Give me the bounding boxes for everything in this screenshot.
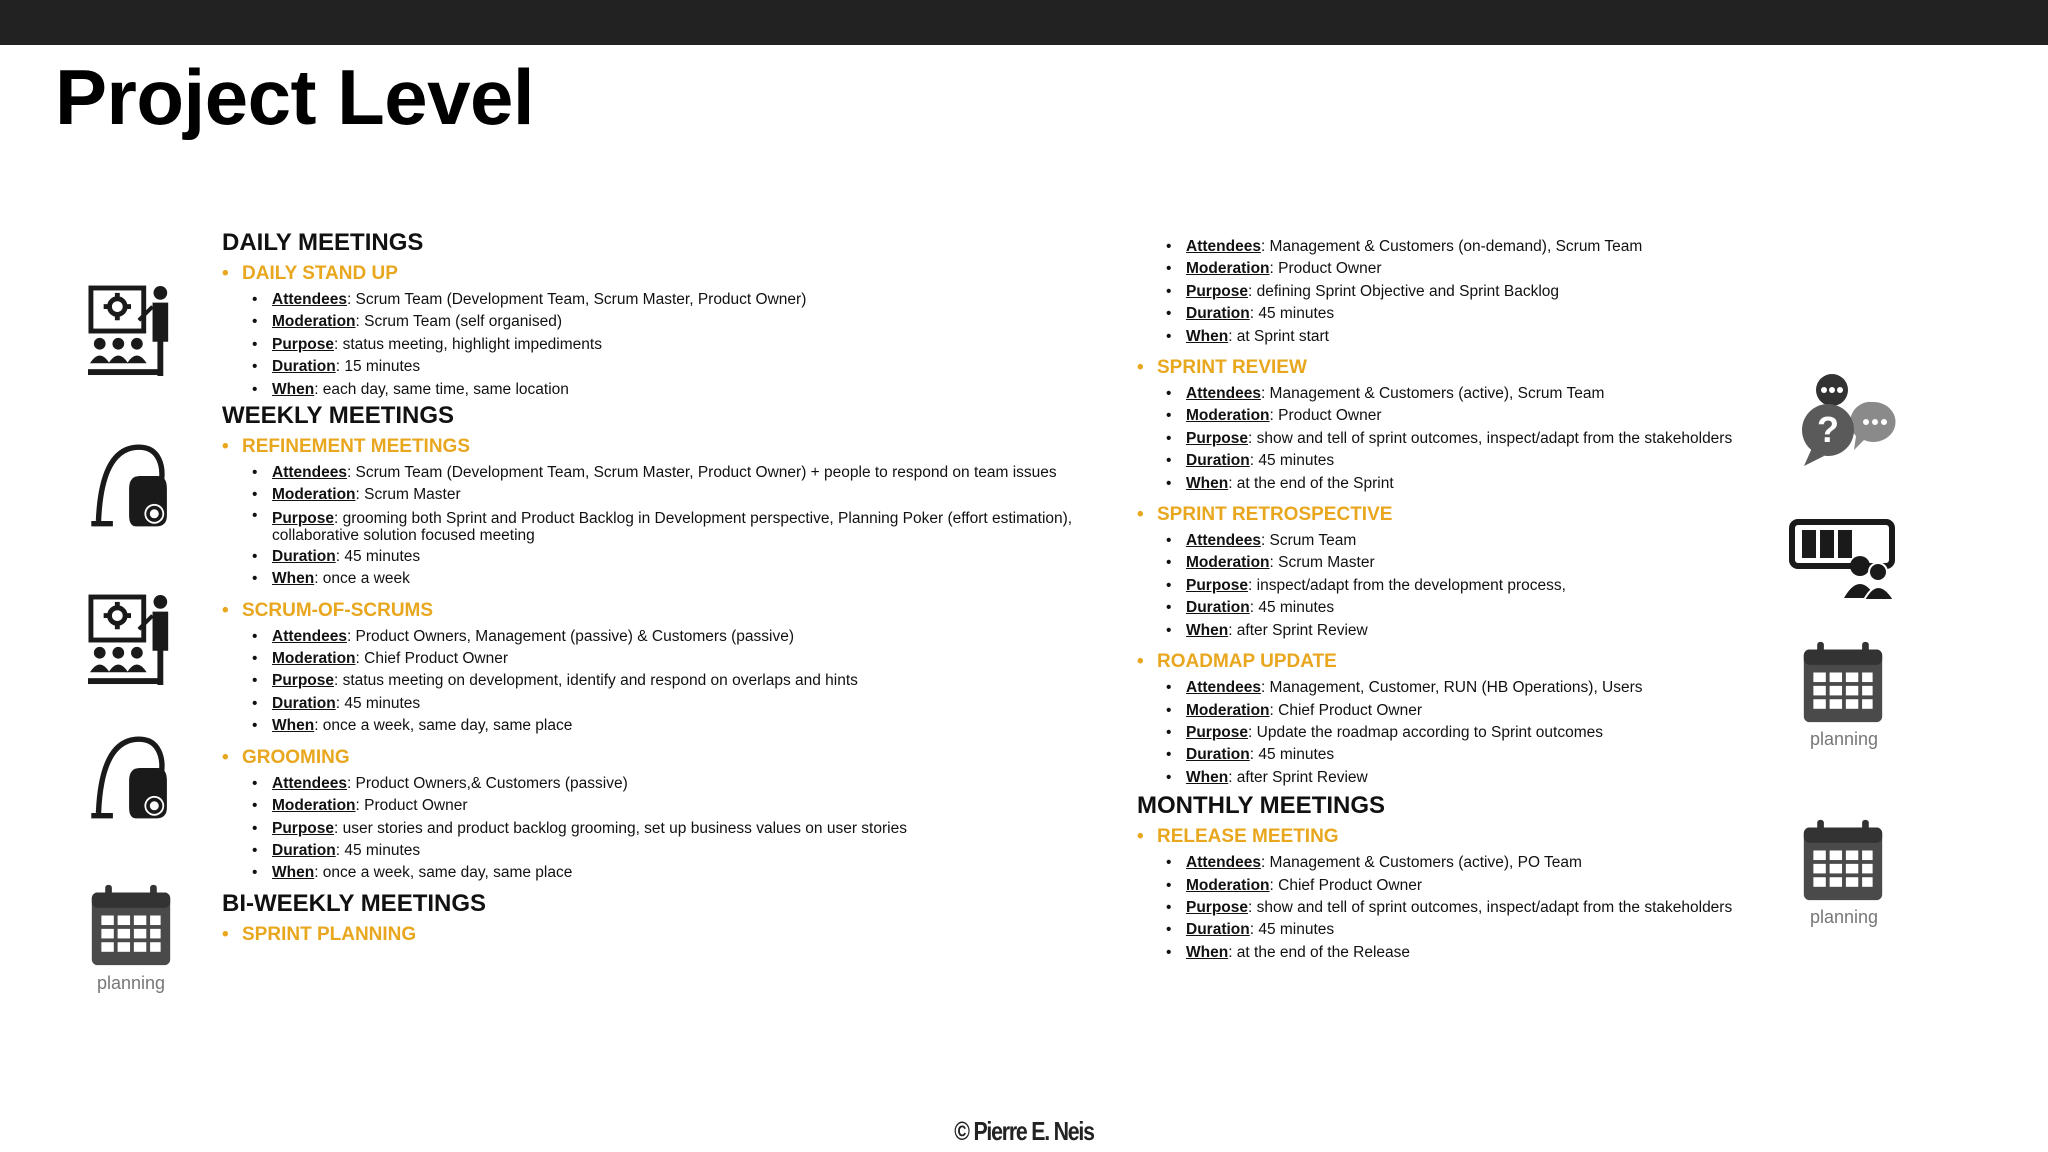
meeting-details	[222, 462, 1102, 591]
meeting-details	[1137, 677, 1797, 789]
detail-moderation: • Moderation: Scrum Team (self organised)	[272, 311, 1102, 333]
team-board-icon	[1788, 518, 1898, 600]
calendar-icon	[1800, 818, 1886, 904]
detail-when: • When: at the end of the Release	[1186, 942, 1797, 964]
planning-label: planning	[1809, 729, 1879, 749]
detail-attendees: • Attendees: Management, Customer, RUN (HB Operations), Users	[1186, 677, 1797, 699]
detail-when: • When: once a week	[272, 568, 1102, 590]
planning-label: planning	[96, 973, 166, 993]
meeting-title-refinement: • REFINEMENT MEETINGS	[222, 433, 1102, 461]
calendar-icon	[88, 883, 174, 969]
detail-attendees: • Attendees: Management & Customers (active), Scrum Team	[1186, 383, 1797, 405]
detail-purpose: • Purpose: Update the roadmap according to Sprint outcomes	[1186, 722, 1797, 744]
meeting-details	[1137, 852, 1797, 964]
detail-moderation: • Moderation: Product Owner	[1186, 405, 1797, 427]
meeting-title-grooming: • GROOMING	[222, 744, 1102, 772]
section-heading-biweekly: BI-WEEKLY MEETINGS	[222, 889, 487, 917]
detail-duration: • Duration: 45 minutes	[1186, 450, 1797, 472]
detail-moderation: • Moderation: Chief Product Owner	[272, 648, 1102, 670]
detail-duration: • Duration: 45 minutes	[1186, 303, 1797, 325]
detail-attendees: • Attendees: Product Owners,& Customers (passive)	[272, 773, 1102, 795]
meeting-details-sprint-planning	[1137, 236, 1797, 348]
meeting-title-daily-standup: • DAILY STAND UP	[222, 260, 1102, 288]
left-column	[222, 228, 1102, 950]
meeting-title-sprint-retrospective: • SPRINT RETROSPECTIVE	[1137, 501, 1797, 529]
svg-text:?: ?	[1817, 409, 1839, 450]
detail-purpose: • Purpose: inspect/adapt from the development process,	[1186, 575, 1797, 597]
detail-when: • When: once a week, same day, same place	[272, 715, 1102, 737]
vacuum-icon	[84, 732, 176, 822]
right-column	[1137, 236, 1797, 964]
detail-duration: • Duration: 45 minutes	[272, 693, 1102, 715]
meeting-title-roadmap-update: • ROADMAP UPDATE	[1137, 648, 1797, 676]
detail-purpose: • Purpose: grooming both Sprint and Product Backlog in Development perspective, Planning Poker (effort estimation), collaborative solution focused meeting	[272, 507, 1102, 546]
presenter-icon	[88, 283, 176, 381]
detail-moderation: • Moderation: Chief Product Owner	[1186, 875, 1797, 897]
detail-duration: • Duration: 45 minutes	[272, 546, 1102, 568]
meeting-details	[222, 289, 1102, 401]
detail-duration: • Duration: 45 minutes	[1186, 597, 1797, 619]
meeting-details	[222, 626, 1102, 738]
detail-attendees: • Attendees: Scrum Team (Development Team, Scrum Master, Product Owner) + people to respond on team issues	[272, 462, 1102, 484]
detail-purpose: • Purpose: show and tell of sprint outcomes, inspect/adapt from the stakeholders	[1186, 897, 1797, 919]
section-heading-monthly: MONTHLY MEETINGS	[1137, 792, 1386, 820]
detail-moderation: • Moderation: Scrum Master	[272, 484, 1102, 506]
top-bar	[0, 0, 2048, 45]
detail-purpose: • Purpose: defining Sprint Objective and Sprint Backlog	[1186, 281, 1797, 303]
detail-purpose: • Purpose: show and tell of sprint outcomes, inspect/adapt from the stakeholders	[1186, 428, 1797, 450]
section-heading-daily: DAILY MEETINGS	[222, 229, 424, 256]
detail-moderation: • Moderation: Product Owner	[272, 795, 1102, 817]
detail-duration: • Duration: 45 minutes	[1186, 744, 1797, 766]
detail-when: • When: once a week, same day, same place	[272, 862, 1102, 884]
detail-attendees: • Attendees: Management & Customers (on-demand), Scrum Team	[1186, 236, 1797, 258]
detail-purpose: • Purpose: status meeting on development, identify and respond on overlaps and hints	[272, 670, 1102, 692]
detail-purpose: • Purpose: user stories and product backlog grooming, set up business values on user stories	[272, 818, 1102, 840]
detail-when: • When: each day, same time, same location	[272, 379, 1102, 401]
meeting-title-sprint-review: • SPRINT REVIEW	[1137, 354, 1797, 382]
page-title: Project Level	[55, 53, 535, 141]
meeting-title-sprint-planning: • SPRINT PLANNING	[222, 921, 1102, 949]
meeting-title-scrum-of-scrums: • SCRUM-OF-SCRUMS	[222, 597, 1102, 625]
question-chat-icon	[1790, 370, 1898, 470]
planning-label: planning	[1809, 907, 1879, 927]
detail-moderation: • Moderation: Scrum Master	[1186, 552, 1797, 574]
detail-moderation: • Moderation: Chief Product Owner	[1186, 700, 1797, 722]
copyright-footer: © Pierre E. Neis	[954, 1116, 1094, 1146]
detail-duration: • Duration: 45 minutes	[272, 840, 1102, 862]
detail-purpose: • Purpose: status meeting, highlight impediments	[272, 334, 1102, 356]
section-heading-weekly: WEEKLY MEETINGS	[222, 402, 455, 430]
detail-attendees: • Attendees: Management & Customers (active), PO Team	[1186, 852, 1797, 874]
detail-when: • When: at Sprint start	[1186, 326, 1797, 348]
meeting-details	[1137, 383, 1797, 495]
detail-attendees: • Attendees: Scrum Team (Development Team, Scrum Master, Product Owner)	[272, 289, 1102, 311]
meeting-title-release-meeting: • RELEASE MEETING	[1137, 823, 1797, 851]
detail-moderation: • Moderation: Product Owner	[1186, 258, 1797, 280]
detail-when: • When: after Sprint Review	[1186, 767, 1797, 789]
detail-attendees: • Attendees: Scrum Team	[1186, 530, 1797, 552]
detail-when: • When: at the end of the Sprint	[1186, 473, 1797, 495]
meeting-details	[222, 773, 1102, 885]
detail-when: • When: after Sprint Review	[1186, 620, 1797, 642]
detail-attendees: • Attendees: Product Owners, Management (passive) & Customers (passive)	[272, 626, 1102, 648]
detail-duration: • Duration: 45 minutes	[1186, 919, 1797, 941]
vacuum-icon	[84, 440, 176, 530]
presenter-icon	[88, 592, 176, 690]
meeting-details	[1137, 530, 1797, 642]
calendar-icon	[1800, 640, 1886, 726]
detail-duration: • Duration: 15 minutes	[272, 356, 1102, 378]
